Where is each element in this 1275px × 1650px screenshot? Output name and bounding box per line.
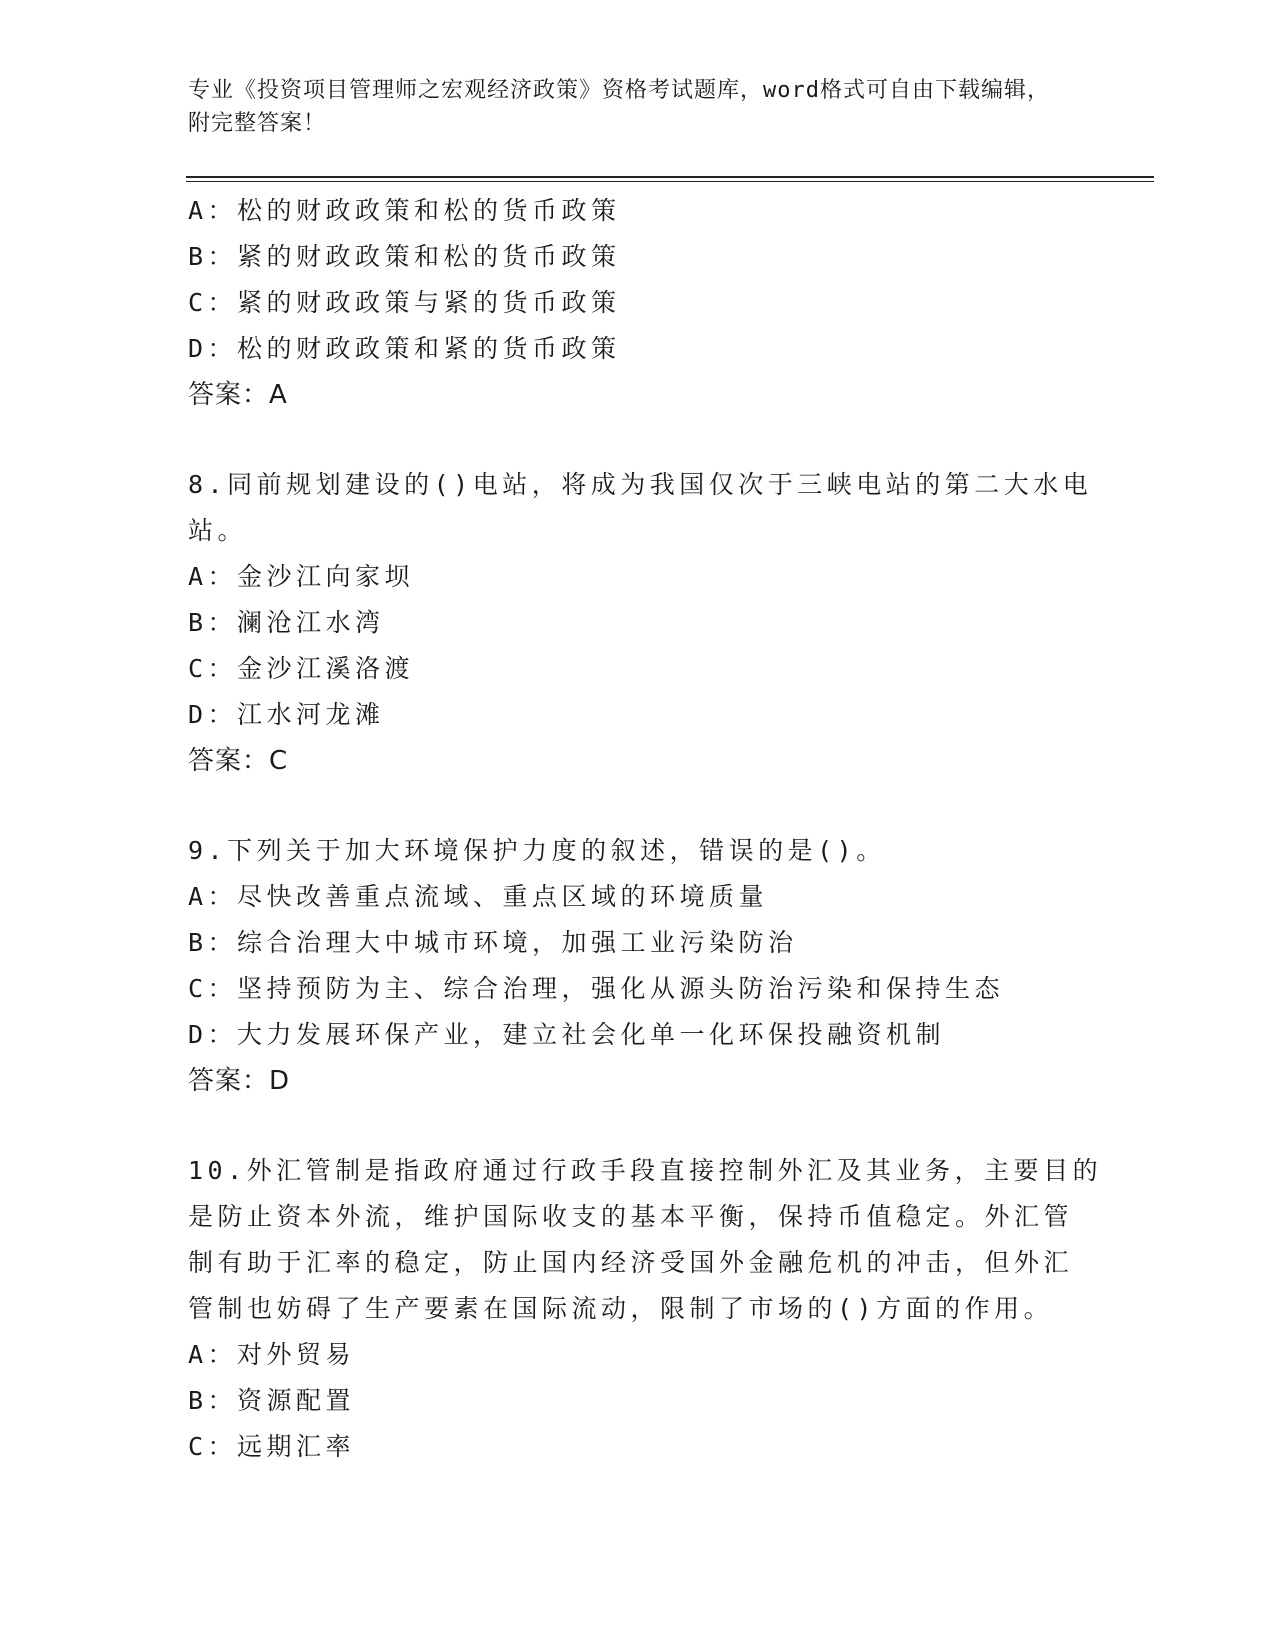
q10-stem-line-2: 是防止资本外流，维护国际收支的基本平衡，保持币值稳定。外汇管 — [188, 1202, 1074, 1231]
q9-answer: 答案：D — [188, 1066, 291, 1096]
q10-option-c: C：远期汇率 — [188, 1432, 356, 1461]
q8-option-c: C：金沙江溪洛渡 — [188, 654, 415, 683]
q8-option-b: B：澜沧江水湾 — [188, 608, 385, 637]
q9-option-d: D：大力发展环保产业，建立社会化单一化环保投融资机制 — [188, 1020, 946, 1049]
q10-stem-line-4: 管制也妨碍了生产要素在国际流动，限制了市场的()方面的作用。 — [188, 1294, 1054, 1323]
q9-option-c: C：坚持预防为主、综合治理，强化从源头防治污染和保持生态 — [188, 974, 1005, 1003]
question-8 — [188, 462, 1093, 784]
q8-stem-line-2: 站。 — [188, 516, 248, 545]
document-header-note: 专业《投资项目管理师之宏观经济政策》资格考试题库，word格式可自由下载编辑，附完整答案！ — [188, 78, 1050, 136]
question-10 — [188, 1148, 1103, 1470]
q9-option-b: B：综合治理大中城市环境，加强工业污染防治 — [188, 928, 798, 957]
q7-option-d: D：松的财政政策和紧的货币政策 — [188, 334, 621, 363]
q7-option-c: C：紧的财政政策与紧的货币政策 — [188, 288, 621, 317]
header-divider-thick — [186, 176, 1154, 178]
q9-option-a: A：尽快改善重点流域、重点区域的环境质量 — [188, 882, 769, 911]
q7-option-b: B：紧的财政政策和松的货币政策 — [188, 242, 621, 271]
q10-option-b: B：资源配置 — [188, 1386, 356, 1415]
q10-stem-line-1: 10.外汇管制是指政府通过行政手段直接控制外汇及其业务，主要目的 — [188, 1156, 1103, 1185]
q7-option-a: A：松的财政政策和松的货币政策 — [188, 196, 621, 225]
q9-stem: 9.下列关于加大环境保护力度的叙述，错误的是()。 — [188, 836, 886, 865]
q7-answer: 答案：A — [188, 380, 288, 410]
spacer — [188, 1104, 1088, 1148]
q8-option-a: A：金沙江向家坝 — [188, 562, 415, 591]
q10-option-a: A：对外贸易 — [188, 1340, 356, 1369]
q10-stem-line-3: 制有助于汇率的稳定，防止国内经济受国外金融危机的冲击，但外汇 — [188, 1248, 1074, 1277]
question-7 — [188, 188, 1088, 418]
header-divider-thin — [186, 181, 1154, 182]
spacer — [188, 418, 1088, 462]
spacer — [188, 784, 1088, 828]
question-9 — [188, 828, 1088, 1104]
q8-option-d: D：江水河龙滩 — [188, 700, 385, 729]
question-list — [188, 188, 1103, 1470]
q8-answer: 答案：C — [188, 746, 289, 776]
q8-stem-line-1: 8.同前规划建设的()电站，将成为我国仅次于三峡电站的第二大水电 — [188, 470, 1093, 499]
